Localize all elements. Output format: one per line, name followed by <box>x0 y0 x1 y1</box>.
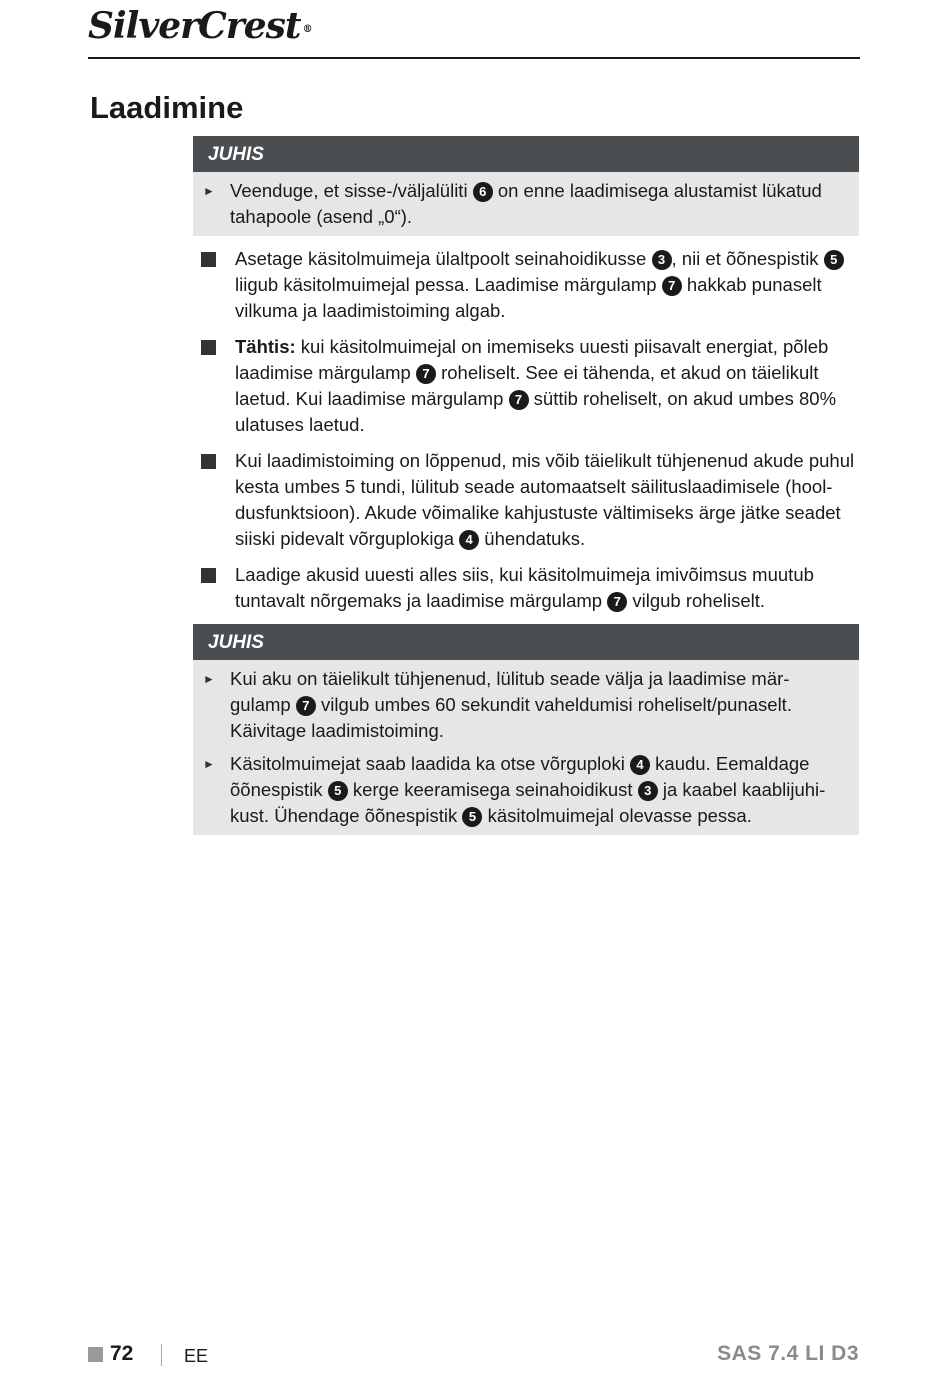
square-bullet-icon <box>201 568 216 583</box>
language-code: EE <box>184 1346 209 1366</box>
note-body <box>193 172 859 236</box>
list-item <box>193 448 859 552</box>
note-item <box>203 178 847 230</box>
ref-number-badge: 3 <box>638 781 658 801</box>
footer-square-icon <box>88 1347 103 1362</box>
ref-number-badge: 4 <box>630 755 650 775</box>
ref-number-badge: 6 <box>473 182 493 202</box>
arrow-icon: ► <box>203 672 215 686</box>
note-box-2 <box>193 624 859 835</box>
ref-number-badge: 7 <box>607 592 627 612</box>
ref-number-badge: 7 <box>296 696 316 716</box>
note-box-1 <box>193 136 859 236</box>
footer-divider <box>161 1344 162 1366</box>
ref-number-badge: 7 <box>416 364 436 384</box>
note-heading: JUHIS <box>193 624 859 660</box>
arrow-icon: ► <box>203 757 215 771</box>
list-item-text: Asetage käsitolmuimeja ülaltpoolt seinahoidikusse 3 , nii et õõnespistik 5 liigub käsitolmuimejal pessa. Laadimise märgulamp 7 hakkab punaselt vilkuma ja laadimistoiming algab. <box>235 246 859 324</box>
list-item-text: Kui laadimistoiming on lõppenud, mis võib täielikult tühjenenud akude puhul kesta umbes 5 tundi, lülitub seade automaatselt säilituslaadimisele (hool-dusfunktsioon). Akude võimalike kahjustuste vältimiseks ärge jätke seadet siiski pidevalt võrguplokiga 4 ühendatuks. <box>235 450 855 549</box>
list-item-text: Laadige akusid uuesti alles siis, kui käsitolmuimeja imivõimsus muutub tuntavalt nõrgemaks ja laadimise märgulamp 7 vilgub roheliselt. <box>235 564 814 611</box>
ref-number-badge: 7 <box>662 276 682 296</box>
ref-number-badge: 5 <box>824 250 844 270</box>
note-item <box>203 666 847 744</box>
list-item <box>193 562 859 614</box>
note-item <box>203 751 847 829</box>
content-column <box>193 136 859 835</box>
ref-number-badge: 5 <box>462 807 482 827</box>
registered-mark: ® <box>302 24 312 35</box>
square-bullet-icon <box>201 454 216 469</box>
note-body <box>193 660 859 835</box>
square-bullet-icon <box>201 252 216 267</box>
brand-name: SilverCrest <box>88 5 301 47</box>
model-number: SAS 7.4 LI D3 <box>717 1342 859 1365</box>
emphasis-label: Tähtis: <box>235 336 296 357</box>
page-title: Laadimine <box>90 90 244 125</box>
instruction-list <box>193 246 859 614</box>
ref-number-badge: 3 <box>652 250 672 270</box>
header-rule <box>88 57 860 59</box>
note-text: Kui aku on täielikult tühjenenud, lülitub seade välja ja laadimise mär-gulamp 7 vilgub umbes 60 sekundit vaheldumisi roheliselt/punaselt. Käivitage laadimistoiming. <box>230 668 792 741</box>
ref-number-badge: 4 <box>459 530 479 550</box>
brand-logo <box>88 4 312 48</box>
note-heading: JUHIS <box>193 136 859 172</box>
list-item <box>193 334 859 438</box>
page-number: 72 <box>110 1342 134 1365</box>
note-text: Veenduge, et sisse-/väljalüliti 6 on enne laadimisega alustamist lükatud tahapoole (asend „0“). <box>230 180 822 227</box>
note-text: Käsitolmuimejat saab laadida ka otse võrguploki 4 kaudu. Eemaldage õõnespistik 5 kerge keeramisega seinahoidikust 3 ja kaabel kaablijuhi-kust. Ühendage õõnespistik 5 käsitolmuimejal olevasse pessa. <box>230 753 826 826</box>
ref-number-badge: 5 <box>328 781 348 801</box>
arrow-icon: ► <box>203 184 215 198</box>
square-bullet-icon <box>201 340 216 355</box>
ref-number-badge: 7 <box>509 390 529 410</box>
list-item <box>193 246 859 324</box>
list-item-text: Tähtis: kui käsitolmuimejal on imemiseks uuesti piisavalt energiat, põleb laadimise märgulamp 7 roheliselt. See ei tähenda, et akud on täielikult laetud. Kui laadimise märgulamp 7 süttib roheliselt, on akud umbes 80% ulatuses laetud. <box>235 336 837 435</box>
